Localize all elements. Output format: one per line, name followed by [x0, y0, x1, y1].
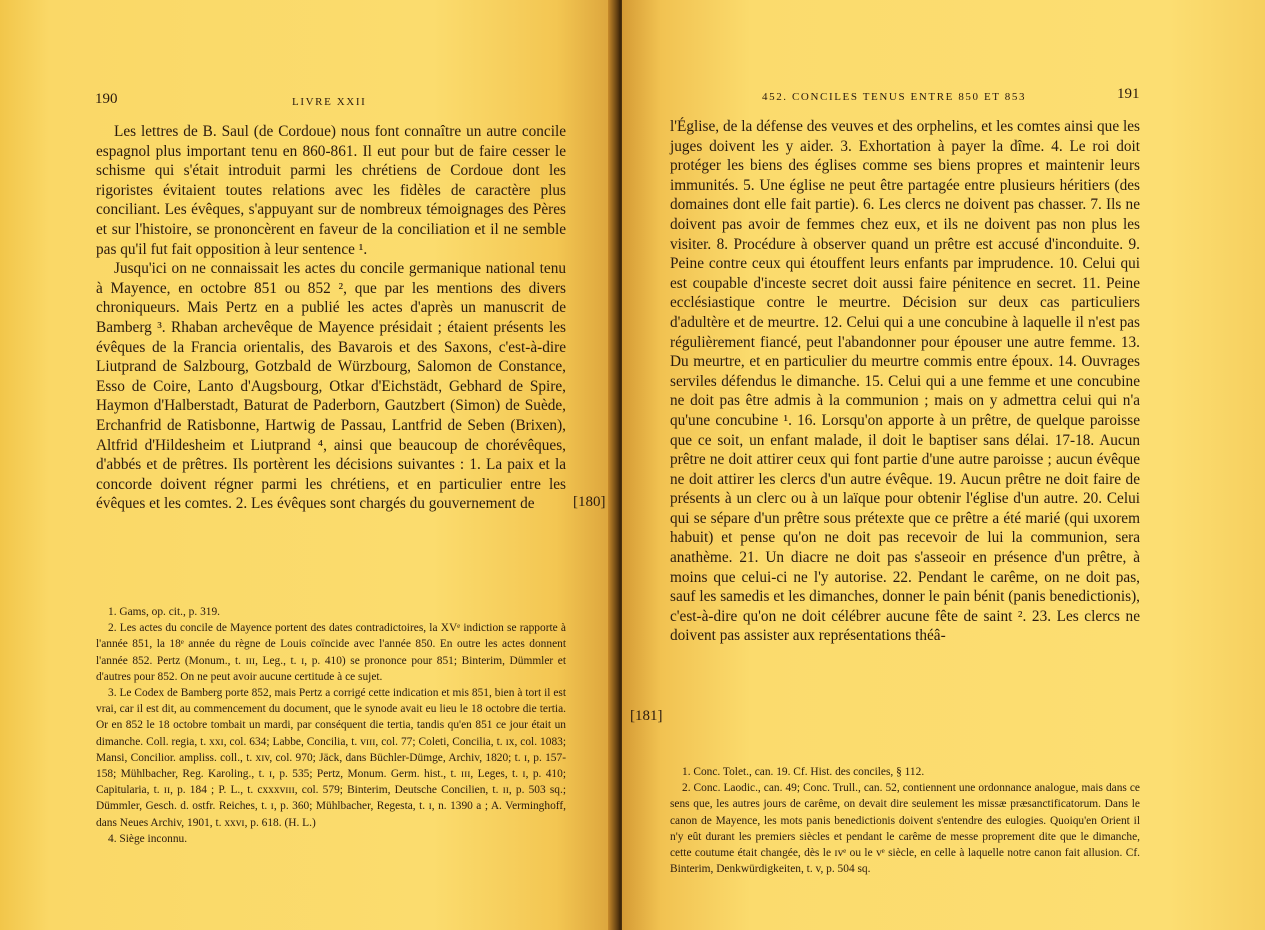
footnote: 3. Le Codex de Bamberg porte 852, mais Pertz a corrigé cette indication et mis 851, bien à tort il est vrai, car il est dit, au commencement du document, que le synode avait eu lieu le 18 octobre die tertia. Or en 852 le 18 octobre tombait un mardi, par conséquent die tertia, tandis qu'en 851 ce jour était un dimanche. Coll. regia, t. xxɪ, col. 634; Labbe, Concilia, t. vɪɪɪ, col. 77; Coleti, Concilia, t. ɪx, col. 1083; Mansi, Concilior. ampliss. coll., t. xɪv, col. 970; Jäck, dans Büchler-Dümge, Archiv, 1820; t. ɪ, p. 157-158; Mühlbacher, Reg. Karoling., t. ɪ, p. 535; Pertz, Monum. Germ. hist., t. ɪɪɪ, Leges, t. ɪ, p. 410; Capitularia, t. ɪɪ, p. 184 ; P. L., t. cxxxvɪɪɪ, col. 579; Binterim, Deutsche Concilien, t. ɪɪ, p. 503 sq.; Dümmler, Gesch. d. ostfr. Reiches, t. ɪ, p. 360; Mühlbacher, Regesta, t. ɪ, n. 1390 a ; A. Verminghoff, dans Neues Archiv, 1901, t. xxvɪ, p. 618. (H. L.) [96, 687, 566, 829]
main-text [96, 122, 566, 514]
running-header: LIVRE XXII [292, 96, 367, 108]
footnote: 1. Conc. Tolet., can. 19. Cf. Hist. des conciles, § 112. [682, 766, 925, 778]
footnote: 4. Siège inconnu. [108, 832, 188, 845]
page-number: 191 [1117, 86, 1140, 102]
running-header: 452. CONCILES TENUS ENTRE 850 ET 853 [762, 91, 1027, 103]
main-text [670, 117, 1140, 646]
footnote: 1. Gams, op. cit., p. 319. [108, 606, 220, 618]
paragraph: Jusqu'ici on ne connaissait les actes du concile germanique national tenu à Mayence, en octobre 851 ou 852 ², que par les mentions des divers chroniqueurs. Mais Pertz en a publié les actes d'après un manuscrit de Bamberg ³. Rhaban archevêque de Mayence présidait ; étaient présents les évêques de la Francia orientalis, des Bavarois et des Saxons, c'est-à-dire Liutprand de Salzbourg, Gotzbald de Würzbourg, Salomon de Constance, Esso de Coire, Lanto d'Augsbourg, Otkar d'Eichstädt, Gebhard de Spire, Haymon d'Halberstadt, Baturat de Paderborn, Gautzbert (Simon) de Suède, Erchanfrid de Ratisbonne, Hartwig de Passau, Lantfrid de Seben (Brixen), Altfrid d'Hildesheim et Liutprand ⁴, ainsi que beaucoup de chorévêques, d'abbés et de prêtres. Ils portèrent les décisions suivantes : 1. La paix et la concorde doivent régner parmi les chrétiens, et en particulier entre les évêques et les comtes. 2. Les évêques sont chargés du gouvernement de [96, 260, 566, 513]
footnotes [670, 764, 1140, 877]
page-number: 190 [95, 91, 118, 107]
paragraph: Les lettres de B. Saul (de Cordoue) nous font connaître un autre concile espagnol plus important tenu en 860-861. Il eut pour but de faire cesser le schisme qui s'était introduit parmi les chrétiens de Cordoue dont les rigoristes évitaient toutes relations avec les fidèles de caractère plus conciliant. Les évêques, s'appuyant sur de nombreux témoignages des Pères et sur l'histoire, se prononcèrent en faveur de la conciliation et il ne semble pas qu'il fut fait opposition à leur sentence ¹. [96, 123, 566, 258]
paragraph: l'Église, de la défense des veuves et des orphelins, et les comtes ainsi que les juges doivent les y aider. 3. Exhortation à payer la dîme. 4. Le roi doit protéger les biens des églises comme ses biens propres et maintenir leurs immunités. 5. Une église ne peut être partagée entre plusieurs héritiers (des domaines dont elle fait partie). 6. Les clercs ne doivent pas chasser. 7. Ils ne doivent pas avoir de femmes chez eux, et ils ne doivent pas non plus les visiter. 8. Procédure à observer quand un prêtre est accusé d'inconduite. 9. Peine contre ceux qui étouffent leurs enfants par imprudence. 10. Celui qui est coupable d'inceste secret doit aussi faire pénitence en secret. 11. Peine ecclésiastique contre le meurtre. Décision sur deux cas particuliers d'adultère et de meurtre. 12. Celui qui a une concubine à laquelle il n'est pas régulièrement fiancé, peut l'abandonner pour épouser une autre femme. 13. Du meurtre, et en particulier du meurtre commis entre époux. 14. Ouvrages serviles défendus le dimanche. 15. Celui qui a une femme et une concubine ne doit pas être admis à la communion ; mais on y admettra celui qui n'a qu'une concubine ¹. 16. Lorsqu'on apporte à un prêtre, de quelque paroisse que ce soit, un enfant malade, il doit le baptiser sans délai. 17-18. Aucun prêtre ne doit attirer ceux qui font partie d'une autre paroisse ; aucun évêque ne doit attirer les clercs d'un autre évêque. 19. Aucun prêtre ne doit faire de présents à un clerc ou à un laïque pour obtenir l'église d'un autre. 20. Celui qui se sépare d'un prêtre sous prétexte que ce prêtre a été marié (qui uxorem habuit) et pense qu'on ne doit pas recevoir de lui la communion, sera anathème. 21. Un diacre ne doit pas s'asseoir en présence d'un prêtre, à moins que celui-ci ne l'y autorise. 22. Pendant le carême, on ne doit pas, sauf les samedis et les dimanches, donner le pain bénit (panis benedictionis), c'est-à-dire qu'on ne doit célébrer aucune fête de saint ². 23. Les clercs ne doivent pas assister aux représentations théâ- [670, 118, 1140, 645]
footnote: 2. Conc. Laodic., can. 49; Conc. Trull., can. 52, contiennent une ordonnance analogue, mais dans ce sens que, les autres jours de carême, on devait dire seulement les missæ præsanctificatorum. Dans le canon de Mayence, les mots panis benedictionis doivent s'entendre des eulogies. Quoiqu'en Orient il n'y eût durant les premiers siècles et pendant le carême de messe proprement dite que le dimanche, cette coutume était changée, dès le ɪvᵉ ou le vᵉ siècle, en celle à laquelle notre canon fait allusion. Cf. Binterim, Denkwürdigkeiten, t. v, p. 504 sq. [670, 782, 1140, 876]
right-page [622, 0, 1265, 930]
left-page [0, 0, 618, 930]
footnote: 2. Les actes du concile de Mayence portent des dates contradictoires, la XVᵉ indiction se rapporte à l'année 851, la 18ᵉ année du règne de Louis coïncide avec l'année 850. En outre les actes donnent l'année 852. Pertz (Monum., t. ɪɪɪ, Leg., t. ɪ, p. 410) se prononce pour 851; Binterim, Dümmler et d'autres pour 852. On ne peut avoir aucune certitude à ce sujet. [96, 622, 566, 683]
margin-page-marker: [181] [630, 708, 663, 724]
margin-page-marker: [180] [573, 494, 606, 510]
footnotes [96, 604, 566, 847]
